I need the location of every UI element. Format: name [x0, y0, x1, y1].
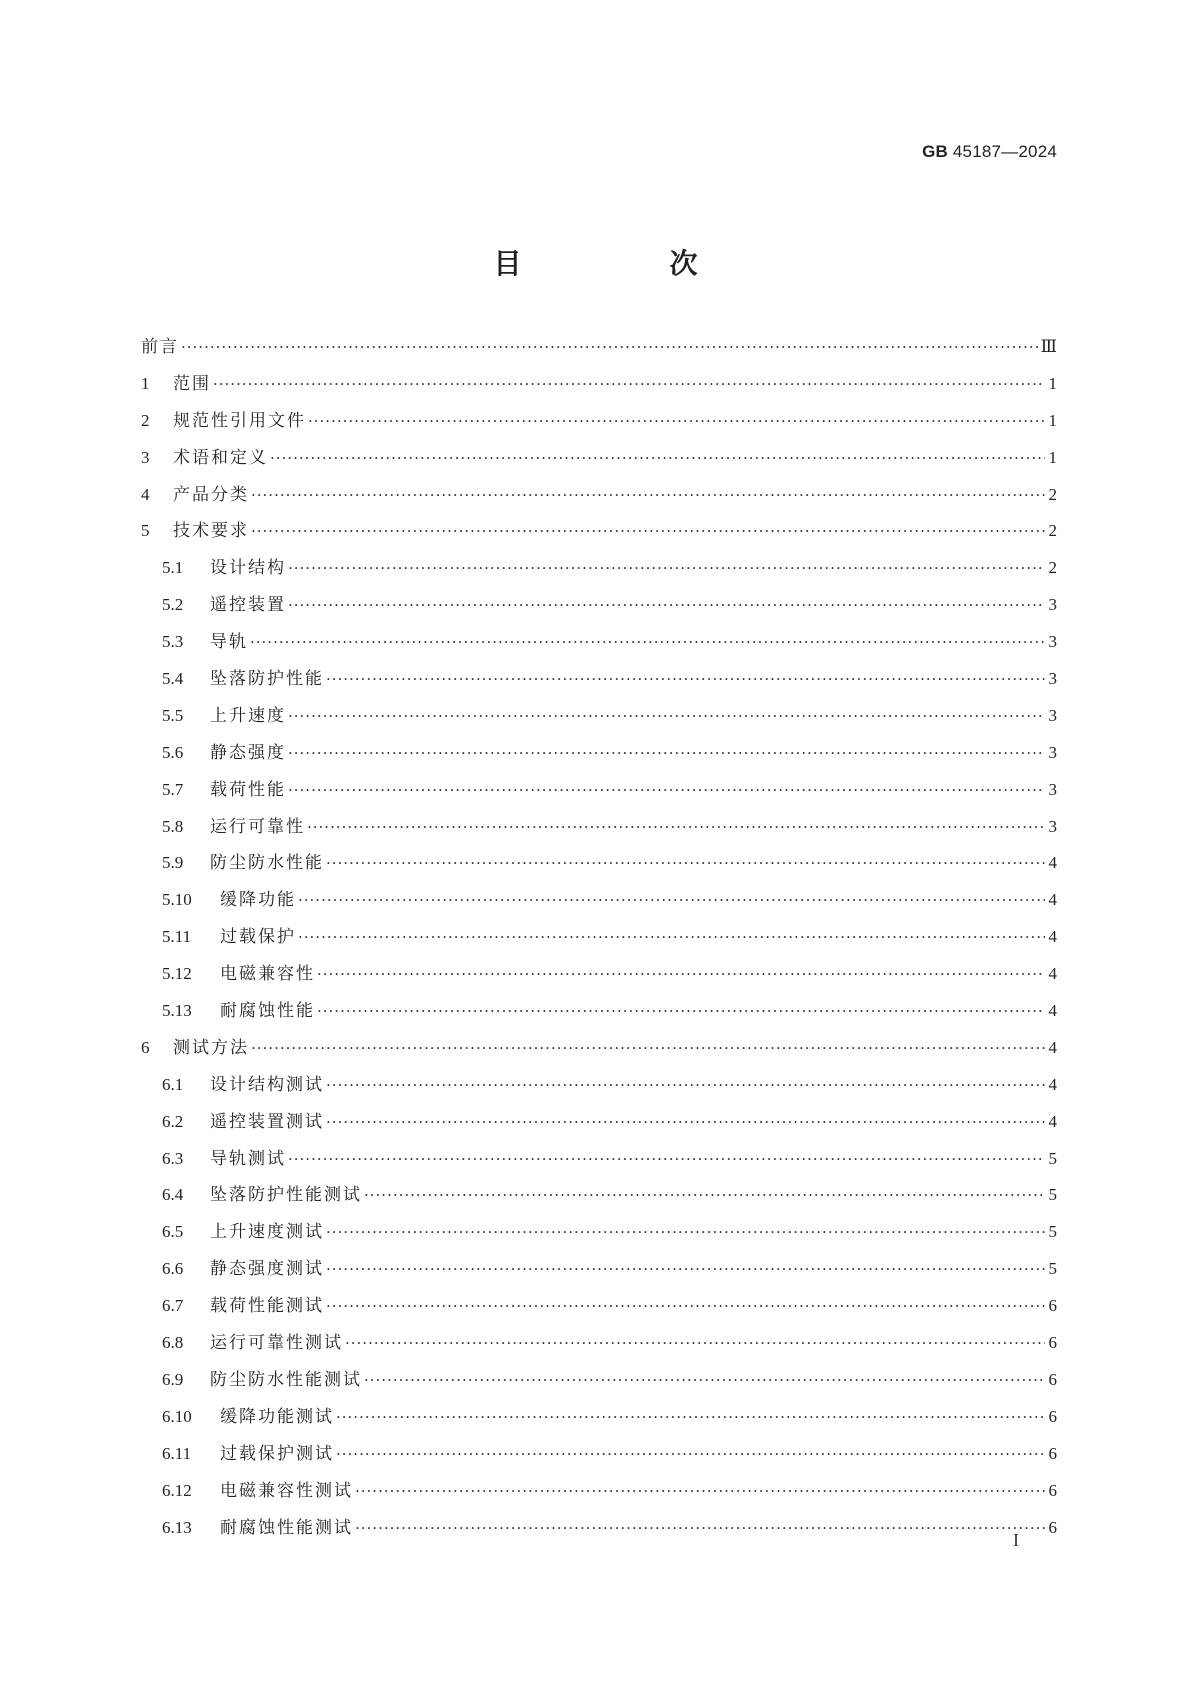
- toc-entry-title: 防尘防水性能测试: [210, 1369, 362, 1390]
- toc-leader-dots: [336, 1443, 1045, 1465]
- toc-entry-title: 上升速度: [210, 705, 286, 726]
- toc-entry-page: 2: [1048, 521, 1057, 541]
- toc-entry[interactable]: [141, 520, 1057, 557]
- toc-entry-page: 3: [1048, 742, 1057, 762]
- toc-entry-number: 6.10: [162, 1406, 192, 1426]
- toc-entry[interactable]: [141, 1000, 1057, 1037]
- toc-entry-title: 静态强度测试: [210, 1259, 324, 1280]
- toc-entry-title: 载荷性能测试: [210, 1296, 324, 1317]
- toc-entry-number: 6.2: [162, 1111, 184, 1131]
- toc-entry-number: 6.1: [162, 1074, 184, 1094]
- table-of-contents: [141, 336, 1057, 1553]
- toc-entry-page: 6: [1048, 1296, 1057, 1316]
- toc-entry-page: 5: [1048, 1185, 1057, 1205]
- toc-entry-page: 6: [1048, 1406, 1057, 1426]
- toc-entry[interactable]: [141, 852, 1057, 889]
- toc-entry-title: 电磁兼容性测试: [220, 1480, 353, 1501]
- toc-entry-title: 上升速度测试: [210, 1222, 324, 1243]
- toc-entry[interactable]: [141, 668, 1057, 705]
- toc-leader-dots: [355, 1480, 1045, 1502]
- toc-entry-number: 6.7: [162, 1296, 184, 1316]
- toc-leader-dots: [288, 742, 1045, 764]
- toc-entry-page: Ⅲ: [1040, 337, 1057, 356]
- toc-entry-number: 5.5: [162, 705, 184, 725]
- toc-entry-number: 6.8: [162, 1333, 184, 1353]
- toc-entry-page: 4: [1048, 890, 1057, 910]
- toc-entry[interactable]: [141, 1111, 1057, 1148]
- toc-entry-number: 5.2: [162, 595, 184, 615]
- toc-leader-dots: [308, 410, 1045, 432]
- toc-leader-dots: [326, 1074, 1045, 1096]
- toc-entry-number: 6.9: [162, 1369, 184, 1389]
- toc-entry-title: 运行可靠性: [210, 816, 305, 837]
- toc-leader-dots: [326, 668, 1045, 690]
- toc-entry-page: 4: [1048, 927, 1057, 947]
- toc-entry-page: 1: [1048, 373, 1057, 393]
- toc-entry-title: 设计结构测试: [210, 1074, 324, 1095]
- toc-entry[interactable]: [141, 926, 1057, 963]
- toc-entry-number: 6.5: [162, 1222, 184, 1242]
- toc-entry-number: 6.3: [162, 1148, 184, 1168]
- toc-entry[interactable]: [141, 779, 1057, 816]
- toc-entry[interactable]: [141, 557, 1057, 594]
- toc-entry-page: 6: [1048, 1480, 1057, 1500]
- toc-entry-number: 5.8: [162, 816, 184, 836]
- toc-entry[interactable]: [141, 631, 1057, 668]
- toc-entry[interactable]: [141, 1332, 1057, 1369]
- toc-leader-dots: [270, 447, 1045, 469]
- toc-entry[interactable]: [141, 484, 1057, 521]
- toc-entry-page: 4: [1048, 964, 1057, 984]
- toc-entry-number: 5.13: [162, 1001, 192, 1021]
- toc-leader-dots: [213, 373, 1045, 395]
- toc-entry-title: 运行可靠性测试: [210, 1333, 343, 1354]
- toc-leader-dots: [364, 1369, 1045, 1391]
- standard-number: 45187—2024: [952, 142, 1057, 161]
- toc-entry-title: 测试方法: [173, 1037, 249, 1058]
- toc-entry-title: 防尘防水性能: [210, 853, 324, 874]
- toc-entry-page: 4: [1048, 1037, 1057, 1057]
- toc-leader-dots: [250, 631, 1045, 653]
- toc-leader-dots: [251, 1037, 1045, 1059]
- toc-entry-number: 5.3: [162, 632, 184, 652]
- toc-entry-page: 3: [1048, 669, 1057, 689]
- toc-leader-dots: [251, 520, 1045, 542]
- toc-entry[interactable]: [141, 410, 1057, 447]
- toc-entry-number: 6.11: [162, 1443, 192, 1463]
- toc-leader-dots: [298, 889, 1045, 911]
- toc-leader-dots: [326, 1221, 1045, 1243]
- toc-entry-title: 遥控装置测试: [210, 1111, 324, 1132]
- toc-entry-title: 导轨测试: [210, 1148, 286, 1169]
- toc-leader-dots: [288, 1148, 1045, 1170]
- toc-entry-page: 6: [1048, 1517, 1057, 1537]
- toc-entry-page: 2: [1048, 484, 1057, 504]
- toc-leader-dots: [326, 1258, 1045, 1280]
- toc-entry[interactable]: [141, 1369, 1057, 1406]
- toc-entry-number: 4: [141, 484, 150, 504]
- toc-leader-dots: [288, 557, 1045, 579]
- toc-entry[interactable]: [141, 1480, 1057, 1517]
- toc-entry[interactable]: [141, 1221, 1057, 1258]
- standard-prefix: GB: [922, 142, 948, 161]
- toc-entry-title: 遥控装置: [210, 595, 286, 616]
- toc-entry[interactable]: [141, 447, 1057, 484]
- toc-entry-title: 静态强度: [210, 742, 286, 763]
- toc-entry-page: 3: [1048, 816, 1057, 836]
- toc-entry-number: 6.13: [162, 1517, 192, 1537]
- toc-entry-number: 5.9: [162, 853, 184, 873]
- toc-entry[interactable]: [141, 1517, 1057, 1554]
- toc-entry[interactable]: [141, 1295, 1057, 1332]
- toc-leader-dots: [326, 1111, 1045, 1133]
- toc-leader-dots: [364, 1184, 1045, 1206]
- toc-entry[interactable]: [141, 1443, 1057, 1480]
- toc-entry-number: 5.4: [162, 669, 184, 689]
- toc-entry[interactable]: [141, 816, 1057, 853]
- toc-entry-title: 缓降功能测试: [220, 1406, 334, 1427]
- toc-entry[interactable]: [141, 1148, 1057, 1185]
- toc-entry-page: 3: [1048, 705, 1057, 725]
- toc-entry-number: 5.10: [162, 890, 192, 910]
- toc-entry-title: 范围: [173, 373, 211, 394]
- toc-entry-page: 4: [1048, 1074, 1057, 1094]
- toc-entry-page: 5: [1048, 1222, 1057, 1242]
- toc-entry-number: 5.6: [162, 742, 184, 762]
- toc-leader-dots: [288, 594, 1045, 616]
- toc-entry-page: 4: [1048, 853, 1057, 873]
- toc-entry-title: 规范性引用文件: [173, 410, 306, 431]
- toc-entry-number: 3: [141, 447, 150, 467]
- toc-leader-dots: [336, 1406, 1045, 1428]
- toc-entry-title: 过载保护测试: [220, 1443, 334, 1464]
- toc-entry[interactable]: [141, 742, 1057, 779]
- toc-entry-number: 6.6: [162, 1259, 184, 1279]
- toc-entry-page: 1: [1048, 410, 1057, 430]
- toc-entry-title: 技术要求: [173, 521, 249, 542]
- toc-entry[interactable]: [141, 1037, 1057, 1074]
- toc-entry-title: 电磁兼容性: [220, 964, 315, 985]
- toc-entry-page: 5: [1048, 1259, 1057, 1279]
- toc-entry-number: 5.7: [162, 779, 184, 799]
- standard-code: [922, 142, 1057, 162]
- page-number: I: [1013, 1530, 1019, 1550]
- toc-entry[interactable]: [141, 1184, 1057, 1221]
- toc-entry-number: 2: [141, 410, 150, 430]
- toc-entry[interactable]: [141, 336, 1057, 373]
- toc-entry-title: 缓降功能: [220, 890, 296, 911]
- toc-leader-dots: [181, 336, 1039, 358]
- toc-leader-dots: [298, 926, 1045, 948]
- toc-leader-dots: [307, 816, 1045, 838]
- toc-leader-dots: [326, 1295, 1045, 1317]
- toc-entry-number: 5: [141, 521, 150, 541]
- toc-entry[interactable]: [141, 1406, 1057, 1443]
- toc-entry-title: 术语和定义: [173, 447, 268, 468]
- toc-entry-page: 3: [1048, 632, 1057, 652]
- toc-leader-dots: [288, 705, 1045, 727]
- toc-entry-number: 6: [141, 1037, 150, 1057]
- toc-entry-number: 5.12: [162, 964, 192, 984]
- toc-entry-page: 4: [1048, 1111, 1057, 1131]
- toc-entry-page: 6: [1048, 1369, 1057, 1389]
- toc-entry-title: 导轨: [210, 632, 248, 653]
- toc-entry-page: 6: [1048, 1443, 1057, 1463]
- toc-entry-title: 坠落防护性能: [210, 669, 324, 690]
- toc-entry-number: 6.12: [162, 1480, 192, 1500]
- page-title: 目 次: [493, 247, 758, 280]
- toc-leader-dots: [317, 1000, 1045, 1022]
- toc-entry-page: 2: [1048, 558, 1057, 578]
- toc-leader-dots: [345, 1332, 1045, 1354]
- toc-entry-title: 耐腐蚀性能测试: [220, 1517, 353, 1538]
- toc-entry-number: 5.11: [162, 927, 192, 947]
- toc-entry-title: 坠落防护性能测试: [210, 1185, 362, 1206]
- toc-entry-title: 过载保护: [220, 927, 296, 948]
- toc-entry-number: 1: [141, 373, 150, 393]
- toc-entry[interactable]: [141, 1258, 1057, 1295]
- toc-entry-title: 设计结构: [210, 558, 286, 579]
- toc-entry-title: 前言: [141, 337, 179, 357]
- toc-entry-page: 3: [1048, 595, 1057, 615]
- toc-entry-page: 5: [1048, 1148, 1057, 1168]
- toc-leader-dots: [326, 852, 1045, 874]
- toc-leader-dots: [251, 484, 1045, 506]
- toc-entry-title: 产品分类: [173, 484, 249, 505]
- toc-entry[interactable]: [141, 373, 1057, 410]
- toc-leader-dots: [355, 1517, 1045, 1539]
- toc-entry-number: 6.4: [162, 1185, 184, 1205]
- toc-entry-page: 1: [1048, 447, 1057, 467]
- toc-entry[interactable]: [141, 1074, 1057, 1111]
- toc-leader-dots: [288, 779, 1045, 801]
- toc-entry-title: 耐腐蚀性能: [220, 1001, 315, 1022]
- toc-entry[interactable]: [141, 705, 1057, 742]
- toc-entry[interactable]: [141, 594, 1057, 631]
- toc-leader-dots: [317, 963, 1045, 985]
- toc-entry-number: 5.1: [162, 558, 184, 578]
- toc-entry[interactable]: [141, 889, 1057, 926]
- toc-entry-title: 载荷性能: [210, 779, 286, 800]
- toc-entry-page: 3: [1048, 779, 1057, 799]
- toc-entry-page: 6: [1048, 1333, 1057, 1353]
- toc-entry-page: 4: [1048, 1001, 1057, 1021]
- toc-entry[interactable]: [141, 963, 1057, 1000]
